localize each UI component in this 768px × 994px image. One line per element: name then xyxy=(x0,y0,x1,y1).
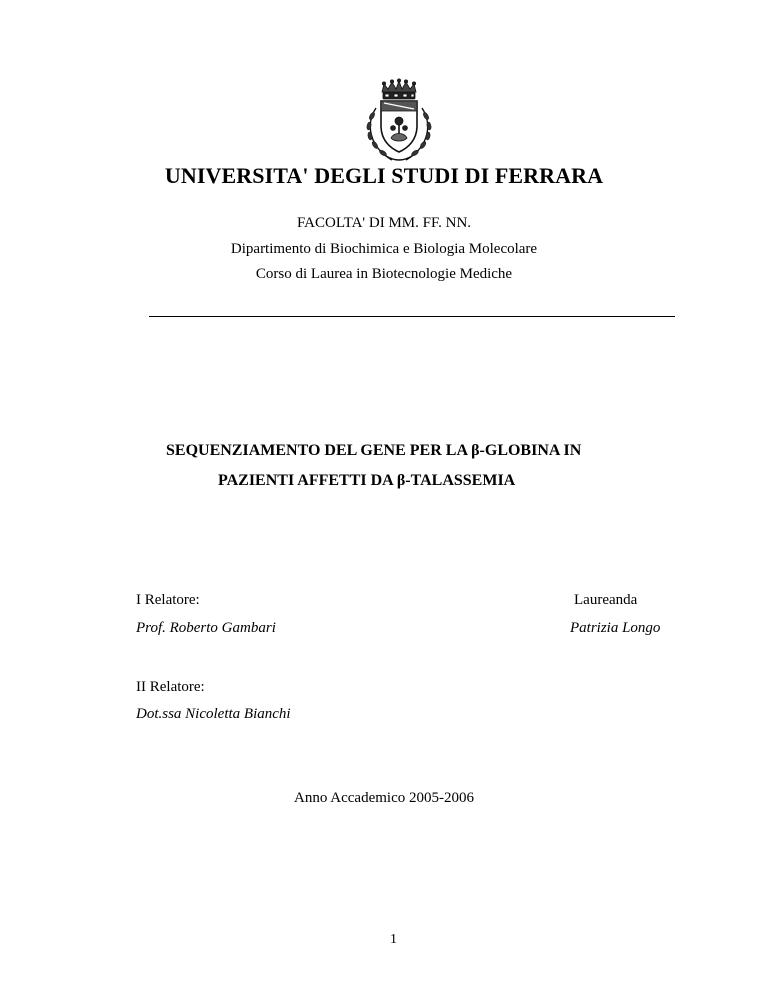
university-title: UNIVERSITA' DEGLI STUDI DI FERRARA xyxy=(164,163,604,188)
first-supervisor-name: Prof. Roberto Gambari xyxy=(136,620,276,636)
second-supervisor-name: Dot.ssa Nicoletta Bianchi xyxy=(136,706,291,722)
graduate-name: Patrizia Longo xyxy=(570,620,661,636)
graduate-label: Laureanda xyxy=(574,592,638,608)
page-number: 1 xyxy=(390,932,397,947)
thesis-title-line-1: SEQUENZIAMENTO DEL GENE PER LA β-GLOBINA IN xyxy=(166,442,582,459)
department-line: Dipartimento di Biochimica e Biologia Molecolare xyxy=(230,241,538,257)
academic-year: Anno Accademico 2005-2006 xyxy=(294,790,474,806)
faculty-line: FACOLTA' DI MM. FF. NN. xyxy=(296,215,472,231)
first-supervisor-label: I Relatore: xyxy=(136,592,200,608)
title-divider xyxy=(149,316,675,317)
second-supervisor-label: II Relatore: xyxy=(136,679,205,695)
course-line: Corso di Laurea in Biotecnologie Mediche xyxy=(255,266,513,282)
thesis-title-line-2: PAZIENTI AFFETTI DA β-TALASSEMIA xyxy=(218,472,516,489)
university-crest-icon xyxy=(356,78,442,164)
